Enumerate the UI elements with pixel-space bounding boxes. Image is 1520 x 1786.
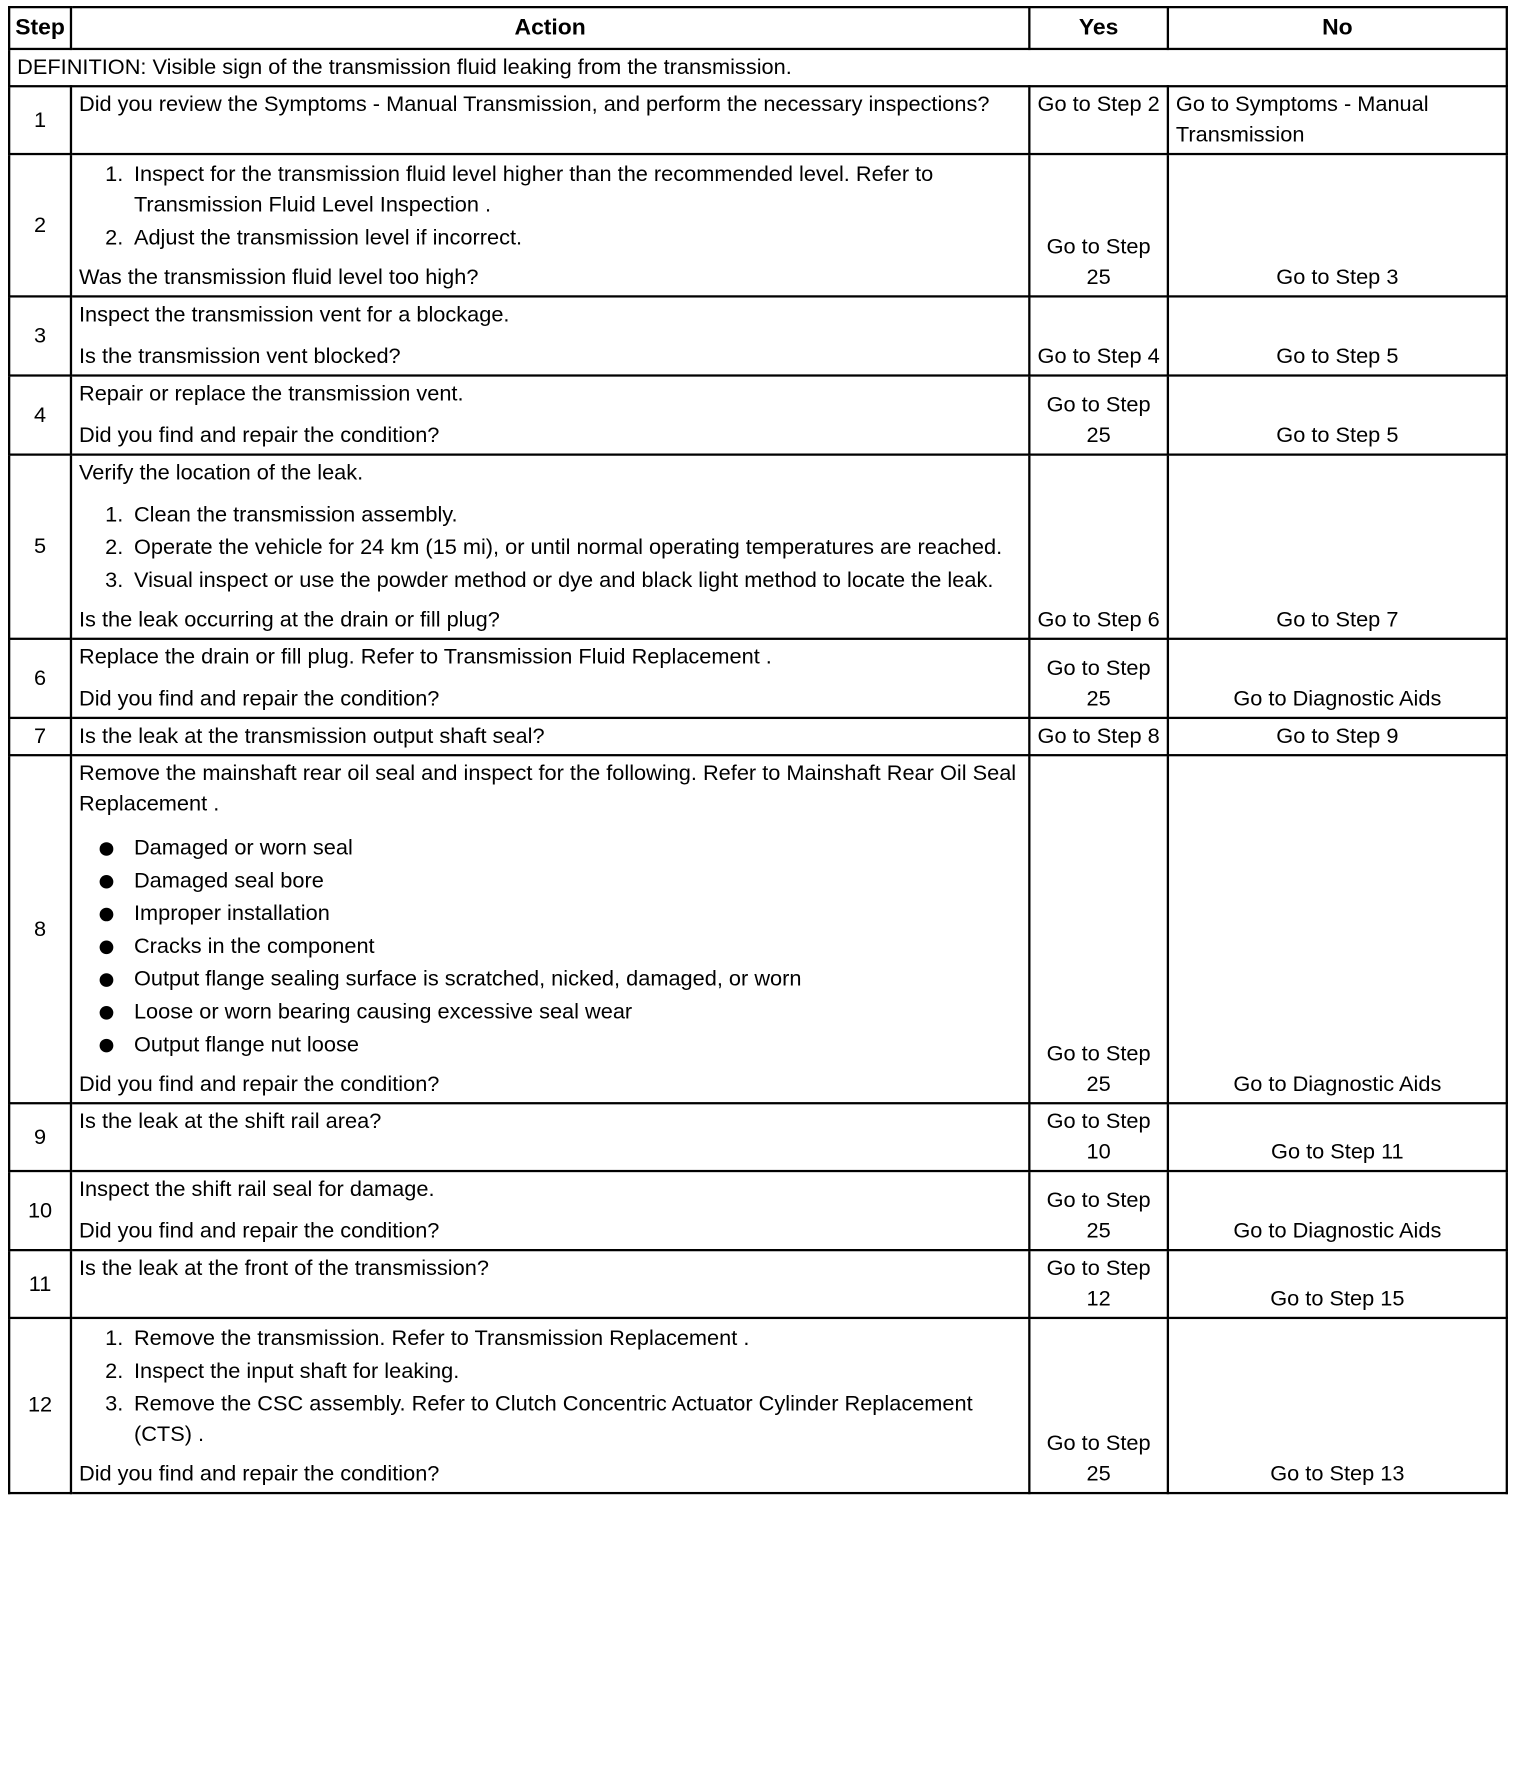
intro-text: Inspect the transmission vent for a blockage.: [78, 303, 510, 327]
intro-text: Replace the drain or fill plug. Refer to Transmission Fluid Replacement .: [78, 645, 772, 670]
definition-row: [9, 49, 1507, 86]
question-text: Did you find and repair the condition?: [78, 1219, 440, 1244]
header-no: No: [1168, 7, 1507, 49]
action-cell: [71, 1318, 1029, 1493]
no-cell: Go to Step 7: [1168, 455, 1507, 639]
list-item: Improper installation: [129, 899, 1021, 930]
step-number: 4: [9, 376, 71, 455]
table-row: [9, 296, 1507, 375]
header-yes: Yes: [1029, 7, 1168, 49]
numbered-list: [79, 160, 1021, 254]
list-item: Cracks in the component: [129, 931, 1021, 962]
yes-cell: Go to Step 8: [1029, 718, 1168, 755]
step-number: 9: [9, 1103, 71, 1171]
table-row: [9, 154, 1507, 296]
question-text: Did you find and repair the condition?: [78, 424, 440, 448]
list-item: 3. Remove the CSC assembly. Refer to Clutch Concentric Actuator Cylinder Replacement (CTS) .: [129, 1389, 1021, 1450]
action-cell: [71, 1171, 1029, 1250]
yes-cell: Go to Step 25: [1029, 1318, 1168, 1493]
table-row: [9, 1103, 1507, 1171]
table-row: [9, 455, 1507, 639]
yes-cell: Go to Step 2: [1029, 86, 1168, 154]
yes-cell: Go to Step 25: [1029, 755, 1168, 1103]
intro-text: Verify the location of the leak.: [78, 461, 364, 486]
intro-text: Inspect the shift rail seal for damage.: [78, 1177, 435, 1202]
no-cell: Go to Diagnostic Aids: [1168, 1171, 1507, 1250]
list-item: Output flange sealing surface is scratched, nicked, damaged, or worn: [129, 964, 1021, 995]
table-row: [9, 86, 1507, 154]
intro-text: Remove the mainshaft rear oil seal and inspect for the following. Refer to Mainshaft Rear Oil Seal Replacement .: [78, 761, 1017, 817]
table-row: [9, 718, 1507, 755]
question-text: Is the leak occurring at the drain or fill plug?: [78, 608, 500, 633]
no-cell: Go to Step 13: [1168, 1318, 1507, 1493]
action-cell: [71, 639, 1029, 718]
list-item: Damaged seal bore: [129, 866, 1021, 897]
list-item: Damaged or worn seal: [129, 833, 1021, 864]
action-cell: [71, 296, 1029, 375]
question-text: Did you find and repair the condition?: [78, 1462, 440, 1487]
step-number: 8: [9, 755, 71, 1103]
list-item: 1. Remove the transmission. Refer to Transmission Replacement .: [129, 1324, 1021, 1355]
action-text: Is the leak at the transmission output shaft seal?: [78, 724, 545, 749]
list-item: 2. Inspect the input shaft for leaking.: [129, 1356, 1021, 1387]
yes-cell: Go to Step 25: [1029, 154, 1168, 296]
step-number: 12: [9, 1318, 71, 1493]
list-item: Output flange nut loose: [129, 1030, 1021, 1061]
action-cell: [71, 755, 1029, 1103]
step-number: 2: [9, 154, 71, 296]
no-cell: Go to Step 11: [1168, 1103, 1507, 1171]
no-cell: Go to Symptoms - Manual Transmission: [1168, 86, 1507, 154]
question-text: Was the transmission fluid level too high?: [78, 265, 479, 290]
list-item: 2. Adjust the transmission level if incorrect.: [129, 223, 1021, 254]
no-cell: Go to Step 9: [1168, 718, 1507, 755]
action-cell: [71, 86, 1029, 154]
numbered-list: [79, 500, 1021, 596]
table-row: [9, 1171, 1507, 1250]
question-text: Did you find and repair the condition?: [78, 1072, 440, 1097]
table-row: [9, 639, 1507, 718]
definition-text: DEFINITION: Visible sign of the transmission fluid leaking from the transmission.: [9, 49, 1507, 86]
action-text: Is the leak at the front of the transmission?: [78, 1256, 489, 1281]
header-action: Action: [71, 7, 1029, 49]
action-cell: [71, 1103, 1029, 1171]
no-cell: Go to Step 5: [1168, 296, 1507, 375]
yes-cell: Go to Step 25: [1029, 1171, 1168, 1250]
yes-cell: Go to Step 25: [1029, 639, 1168, 718]
step-number: 10: [9, 1171, 71, 1250]
list-item: 1. Clean the transmission assembly.: [129, 500, 1021, 531]
bullet-list: [79, 833, 1021, 1060]
list-item: 2. Operate the vehicle for 24 km (15 mi), or until normal operating temperatures are reached.: [129, 533, 1021, 564]
list-item: 1. Inspect for the transmission fluid level higher than the recommended level. Refer to Transmission Fluid Level Inspection .: [129, 160, 1021, 221]
table-row: [9, 376, 1507, 455]
question-text: Did you find and repair the condition?: [78, 687, 440, 712]
action-cell: [71, 718, 1029, 755]
no-cell: Go to Diagnostic Aids: [1168, 639, 1507, 718]
diagnostic-table: [8, 6, 1508, 1494]
yes-cell: Go to Step 25: [1029, 376, 1168, 455]
action-text: Is the leak at the shift rail area?: [78, 1110, 382, 1134]
yes-cell: Go to Step 10: [1029, 1103, 1168, 1171]
header-step: Step: [9, 7, 71, 49]
list-item: Loose or worn bearing causing excessive seal wear: [129, 997, 1021, 1028]
yes-cell: Go to Step 12: [1029, 1250, 1168, 1318]
yes-cell: Go to Step 6: [1029, 455, 1168, 639]
action-cell: [71, 376, 1029, 455]
action-cell: [71, 455, 1029, 639]
action-cell: [71, 1250, 1029, 1318]
intro-text: Repair or replace the transmission vent.: [78, 382, 464, 407]
numbered-list: [79, 1324, 1021, 1451]
table-row: [9, 1318, 1507, 1493]
list-item: 3. Visual inspect or use the powder method or dye and black light method to locate the leak.: [129, 565, 1021, 596]
step-number: 6: [9, 639, 71, 718]
no-cell: Go to Step 15: [1168, 1250, 1507, 1318]
action-text: Did you review the Symptoms - Manual Transmission, and perform the necessary inspections?: [78, 93, 990, 117]
table-row: [9, 755, 1507, 1103]
diagnostic-sheet: [8, 6, 1520, 1494]
table-row: [9, 1250, 1507, 1318]
step-number: 5: [9, 455, 71, 639]
step-number: 3: [9, 296, 71, 375]
step-number: 11: [9, 1250, 71, 1318]
no-cell: Go to Step 5: [1168, 376, 1507, 455]
yes-cell: Go to Step 4: [1029, 296, 1168, 375]
question-text: Is the transmission vent blocked?: [78, 345, 401, 369]
action-cell: [71, 154, 1029, 296]
step-number: 1: [9, 86, 71, 154]
no-cell: Go to Step 3: [1168, 154, 1507, 296]
step-number: 7: [9, 718, 71, 755]
header-row: [9, 7, 1507, 49]
no-cell: Go to Diagnostic Aids: [1168, 755, 1507, 1103]
